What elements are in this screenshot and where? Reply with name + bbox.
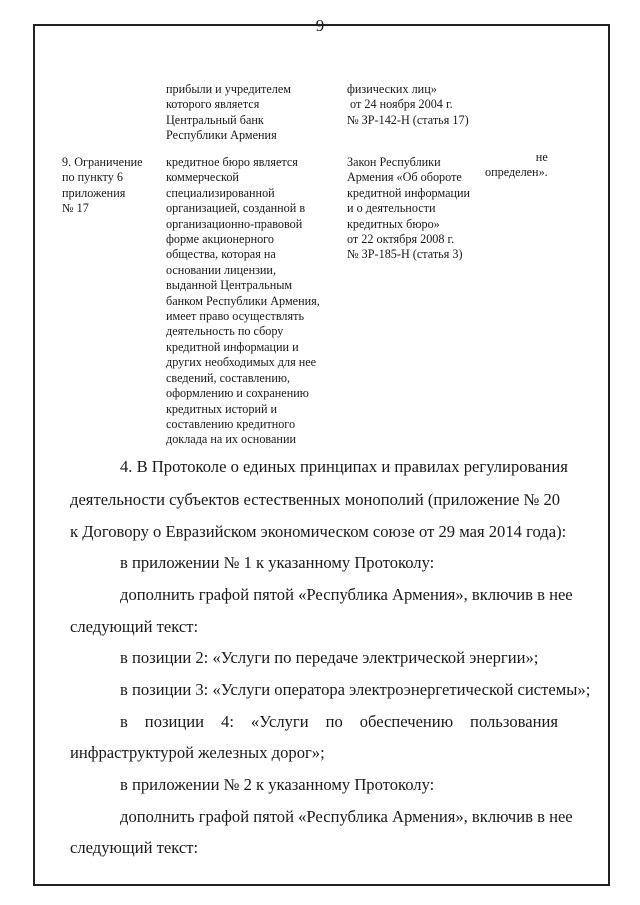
table-cont-col3: физических лиц» от 24 ноября 2004 г. № ЗР-142-Н (статья 17) <box>347 82 469 127</box>
table-row9-col4: не определен». <box>485 150 548 180</box>
body-line: в приложении № 1 к указанному Протоколу: <box>120 553 435 572</box>
body-line: в позиции 2: «Услуги по передаче электрической энергии»; <box>120 648 539 667</box>
table-cont-col2: прибыли и учредителем которого является Центральный банк Республики Армения <box>166 82 291 143</box>
page-number: 9 <box>315 16 325 35</box>
body-line: в позиции 4: «Услуги по обеспечению пользования <box>120 712 558 731</box>
body-line: дополнить графой пятой «Республика Армения», включив в нее <box>120 807 573 826</box>
body-line: инфраструктурой железных дорог»; <box>70 743 325 762</box>
table-row9-col2: кредитное бюро является коммерческой специализированной организацией, созданной в организационно-правовой форме акционерного общества, которая на основании лицензии, выданной Центральным банком Республики Армения, имеет право осуществлять деятельность по сбору кредитной информации и других необходимых для нее сведений, составлению, оформлению и сохранению кредитных историй и составлению кредитного доклада на их основании <box>166 155 320 447</box>
body-line: 4. В Протоколе о единых принципах и правилах регулирования <box>120 457 568 476</box>
body-line: следующий текст: <box>70 838 199 857</box>
body-line: в позиции 3: «Услуги оператора электроэнергетической системы»; <box>120 680 591 699</box>
body-line: к Договору о Евразийском экономическом союзе от 29 мая 2014 года): <box>70 522 567 541</box>
body-line: деятельности субъектов естественных монополий (приложение № 20 <box>70 490 561 509</box>
body-line: дополнить графой пятой «Республика Армения», включив в нее <box>120 585 573 604</box>
body-line: следующий текст: <box>70 617 199 636</box>
body-line: в приложении № 2 к указанному Протоколу: <box>120 775 435 794</box>
table-row9-col3: Закон Республики Армения «Об обороте кредитной информации и о деятельности кредитных бюро» от 22 октября 2008 г. № ЗР-185-Н (статья 3) <box>347 155 471 262</box>
table-row9-col1: 9. Ограничение по пункту 6 приложения № 17 <box>62 155 143 216</box>
